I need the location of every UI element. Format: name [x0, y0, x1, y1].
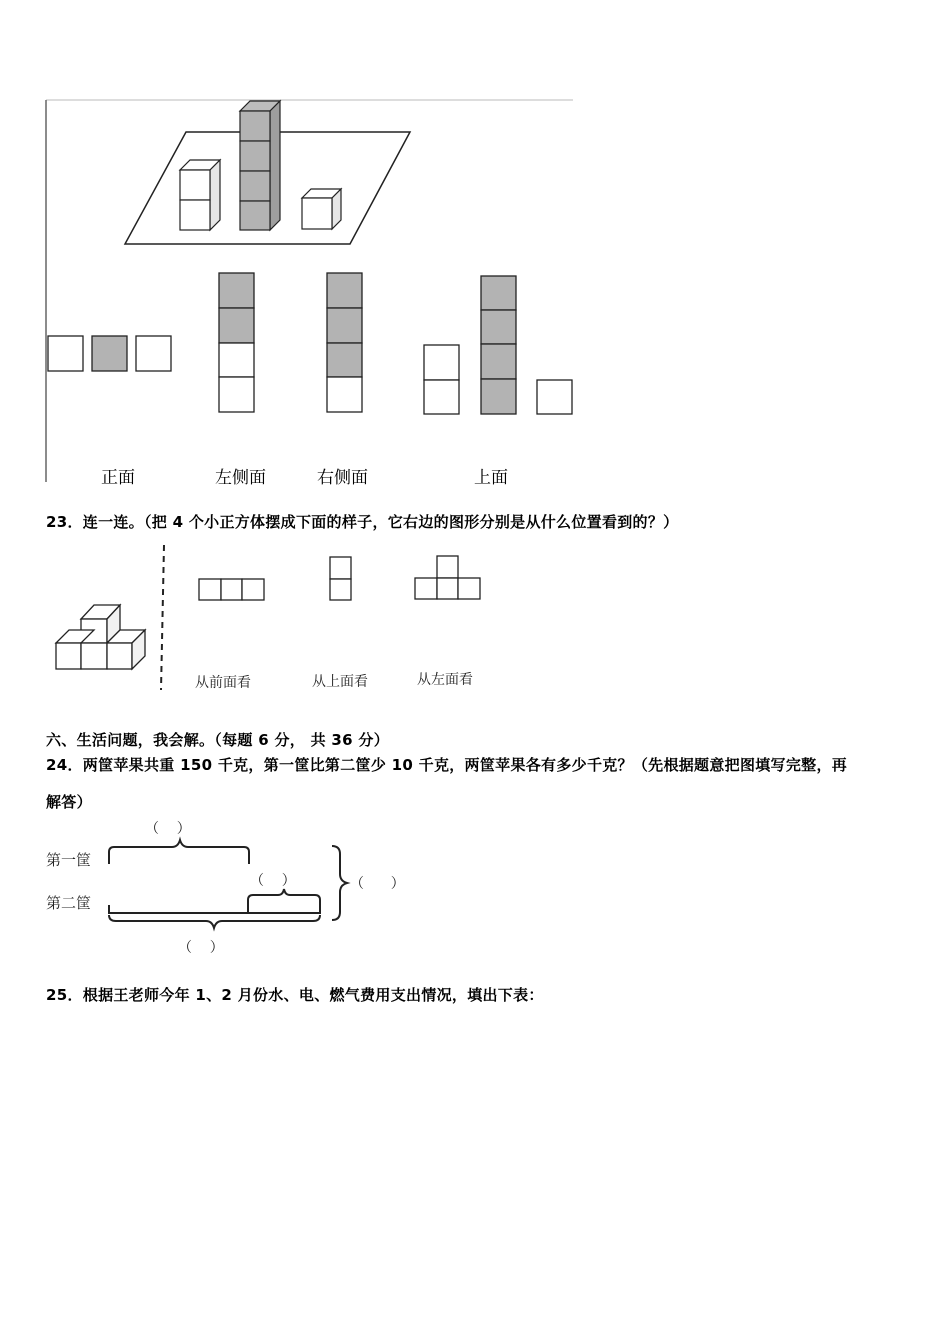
- basket1-bar: [109, 840, 249, 864]
- label-left-side: 左侧面: [215, 468, 266, 488]
- blank-basket2-bottom[interactable]: （ ）: [178, 940, 224, 956]
- basket1-label: 第一筐: [46, 851, 92, 869]
- q25-prompt: 25．根据王老师今年 1、2 月份水、电、燃气费用支出情况，填出下表：: [46, 986, 544, 1004]
- q24-prompt-line2: 解答）: [46, 793, 92, 811]
- label-top: 上面: [474, 468, 508, 488]
- basket2-bar: [109, 889, 320, 928]
- blank-basket1-top[interactable]: （ ）: [145, 821, 191, 837]
- label-from-left: 从左面看: [417, 672, 473, 688]
- label-right-side: 右侧面: [317, 468, 368, 488]
- label-from-front: 从前面看: [195, 675, 251, 691]
- q23-prompt: 23．连一连。（把 4 个小正方体摆成下面的样子，它右边的图形分别是从什么位置看到的？）: [46, 513, 679, 531]
- section6-heading: 六、生活问题，我会解。（每题 6 分， 共 36 分）: [46, 731, 390, 749]
- total-brace: [332, 846, 347, 920]
- label-front: 正面: [101, 468, 135, 488]
- blank-total[interactable]: （ ）: [350, 876, 405, 892]
- basket2-label: 第二筐: [46, 894, 92, 912]
- label-from-top: 从上面看: [312, 674, 368, 690]
- q24-prompt-line1: 24．两筐苹果共重 150 千克，第一筐比第二筐少 10 千克，两筐苹果各有多少千克？（先根据题意把图填写完整，再: [46, 756, 848, 774]
- blank-difference[interactable]: （ ）: [250, 873, 296, 889]
